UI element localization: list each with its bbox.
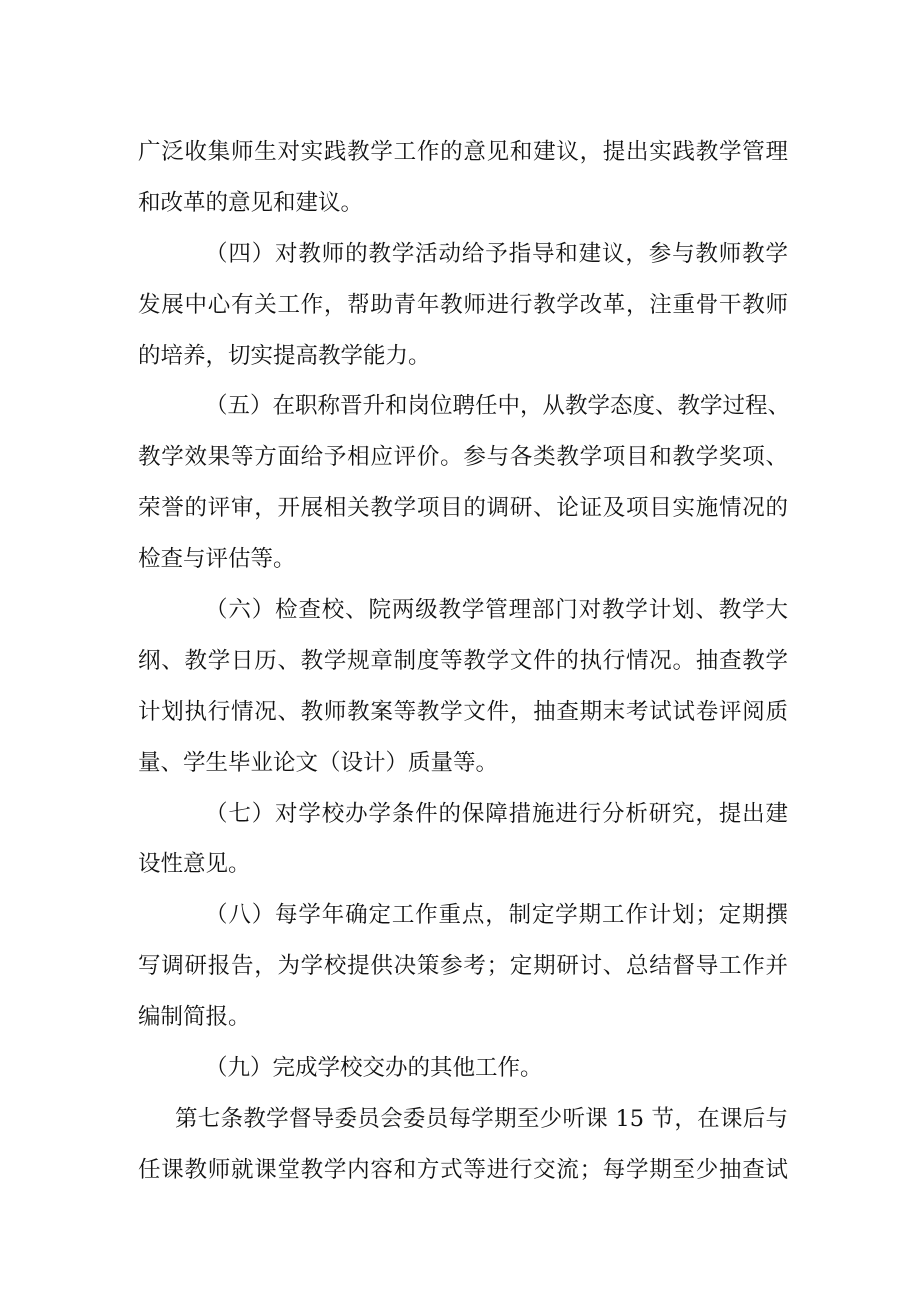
text-line: 和改革的意见和建议。 (138, 189, 364, 216)
text-line: 的培养，切实提高教学能力。 (138, 342, 431, 369)
text-line: 教学效果等方面给予相应评价。参与各类教学项目和教学奖项、 (138, 444, 788, 471)
text-line: 检查与评估等。 (138, 546, 296, 573)
text-line: 编制简报。 (138, 1004, 251, 1031)
text-line: （八）每学年确定工作重点，制定学期工作计划；定期撰 (205, 902, 788, 929)
text-line: 计划执行情况、教师教案等教学文件，抽查期末考试试卷评阅质 (138, 698, 788, 725)
text-line: 发展中心有关工作，帮助青年教师进行教学改革，注重骨干教师 (138, 291, 788, 318)
text-line: （四）对教师的教学活动给予指导和建议，参与教师教学 (205, 240, 788, 267)
document-body (138, 127, 791, 1196)
text-line: （七）对学校办学条件的保障措施进行分析研究，提出建 (205, 800, 788, 827)
text-line: （五）在职称晋升和岗位聘任中，从教学态度、教学过程、 (205, 393, 791, 420)
text-line: 第七条教学督导委员会委员每学期至少听课 15 节，在课后与 (175, 1105, 788, 1132)
text-line: 广泛收集师生对实践教学工作的意见和建议，提出实践教学管理 (138, 139, 788, 165)
text-line: 量、学生毕业论文（设计）质量等。 (138, 749, 499, 776)
text-line: 任课教师就课堂教学内容和方式等进行交流；每学期至少抽查试 (138, 1156, 788, 1183)
text-line: （六）检查校、院两级教学管理部门对教学计划、教学大 (205, 597, 788, 624)
text-line: 写调研报告，为学校提供决策参考；定期研讨、总结督导工作并 (138, 953, 788, 980)
text-line: （九）完成学校交办的其他工作。 (205, 1055, 543, 1082)
text-line: 荣誉的评审，开展相关教学项目的调研、论证及项目实施情况的 (138, 495, 788, 522)
text-line: 设性意见。 (138, 851, 251, 878)
text-line: 纲、教学日历、教学规章制度等教学文件的执行情况。抽查教学 (138, 647, 788, 674)
